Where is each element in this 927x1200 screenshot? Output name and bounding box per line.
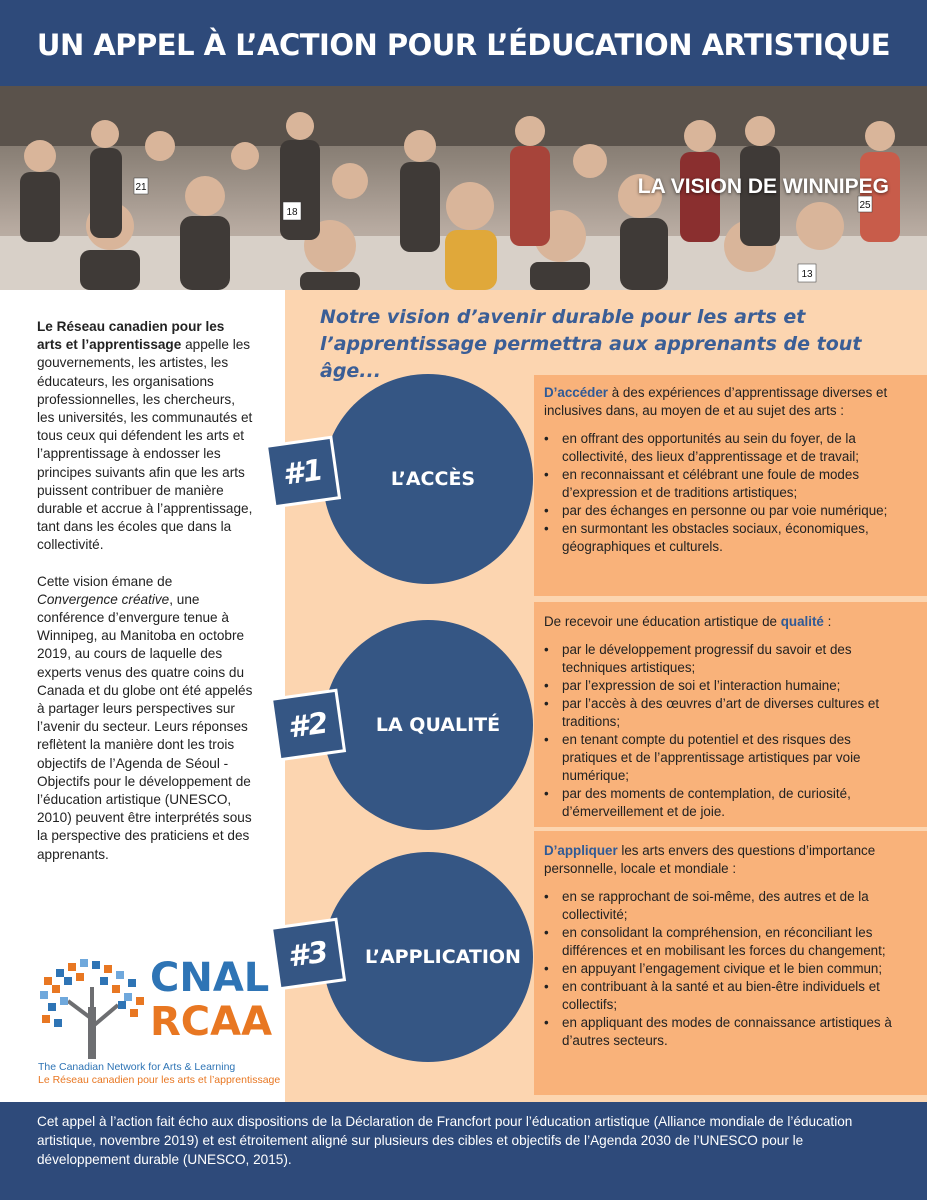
list-item: • par l’accès à des œuvres d’art de diverses cultures et traditions;	[544, 695, 894, 731]
list-item: • par des moments de contemplation, de curiosité, d’émerveillement et de joie.	[544, 785, 894, 821]
org-name: Le Réseau canadien pour les arts et l’apprentissage	[37, 319, 225, 353]
intro-column	[37, 318, 253, 882]
tree-icon	[38, 957, 148, 1061]
photo-caption: LA VISION DE WINNIPEG	[637, 175, 889, 198]
table-number: 21	[135, 182, 147, 193]
logo-french-name: Le Réseau canadien pour les arts et l’apprentissage	[38, 1074, 281, 1086]
pillar-circle-access	[323, 374, 533, 584]
pillar-text-application	[544, 842, 894, 1050]
list-item: • par des échanges en personne ou par voie numérique;	[544, 502, 894, 520]
list-item: • en offrant des opportunités au sein du foyer, de la collectivité, des lieux d’apprentissage et de travail;	[544, 430, 894, 466]
logo-english-name: The Canadian Network for Arts & Learning	[38, 1061, 236, 1073]
list-item: • en contribuant à la santé et au bien-être individuels et collectifs;	[544, 978, 894, 1014]
footer-text: Cet appel à l’action fait écho aux dispositions de la Déclaration de Francfort pour l’éducation artistique (Alliance mondiale de l’éducation artistique, novembre 2019) et est étroitement aligné sur plusieurs des cibles et objectifs de l’Agenda 2030 de l’UNESCO pour le développement durable (UNESCO, 2015).	[37, 1114, 853, 1167]
list-item: • par le développement progressif du savoir et des techniques artistiques;	[544, 641, 894, 677]
page-title: UN APPEL À L’ACTION POUR L’ÉDUCATION ARTISTIQUE	[36, 28, 891, 62]
pillar-number-badge: #2	[273, 692, 342, 758]
logo-cnal: CNAL	[150, 955, 270, 1001]
footer-banner	[0, 1102, 927, 1200]
vision-heading: Notre vision d’avenir durable pour les arts et l’apprentissage permettra aux apprenants de tout âge...	[320, 306, 862, 382]
pillar-text-access	[544, 384, 894, 556]
list-item: • en consolidant la compréhension, en réconciliant les différences et en mobilisant les forces du changement;	[544, 924, 894, 960]
intro-paragraph-1: Le Réseau canadien pour les arts et l’apprentissage appelle les gouvernements, les artistes, les éducateurs, les organisations professionnelles, les chercheurs, les universités, les communautés et tous ceux qui défendent les arts et l’apprentissage à endosser les principes suivants afin que les arts puissent contribuer de manière durable et accrue à l’apprentissage, tant dans les écoles que dans la collectivité.	[37, 319, 253, 553]
pillar-circle-quality	[323, 620, 533, 830]
pillar-lead: D’appliquer les arts envers des questions d’importance personnelle, locale et mondiale :	[544, 843, 876, 876]
list-item: • en tenant compte du potentiel et des risques des pratiques et de l’apprentissage artistiques par voie numérique;	[544, 731, 894, 785]
pillar-number-badge: #1	[268, 439, 337, 505]
pillar-number-badge: #3	[273, 921, 342, 987]
pillar-bullets	[544, 641, 894, 821]
list-item: • en appuyant l’engagement civique et le bien commun;	[544, 960, 894, 978]
list-item: • en appliquant des modes de connaissance artistiques à d’autres secteurs.	[544, 1014, 894, 1050]
table-number: 13	[801, 269, 813, 280]
pillar-bullets	[544, 888, 894, 1050]
list-item: • en surmontant les obstacles sociaux, économiques, géographiques et culturels.	[544, 520, 894, 556]
pillar-circle-application	[323, 852, 533, 1062]
header-banner	[0, 0, 927, 86]
pillar-label: LA QUALITÉ	[375, 714, 501, 736]
pillar-label: L’APPLICATION	[365, 946, 521, 968]
list-item: • par l’expression de soi et l’interaction humaine;	[544, 677, 894, 695]
conference-photo	[0, 86, 927, 290]
pillar-bullets	[544, 430, 894, 556]
list-item: • en se rapprochant de soi-même, des autres et de la collectivité;	[544, 888, 894, 924]
cnal-rcaa-logo	[38, 955, 281, 1090]
pillar-label: L’ACCÈS	[390, 468, 476, 490]
logo-rcaa: RCAA	[150, 999, 273, 1045]
table-number: 18	[286, 207, 298, 218]
intro-paragraph-2: Cette vision émane de Convergence créative, une conférence d’envergure tenue à Winnipeg, au Manitoba en octobre 2019, au cours de laquelle des experts venus des quatre coins du Canada et du globe ont été appelés à partager leurs perspectives sur l’avenir du secteur. Leurs réponses reflètent la manière dont les trois objectifs de l’Agenda de Séoul - Objectifs pour le développement de l’éducation artistique (UNESCO, 2010) peuvent être interprétés sous la perspective des praticiens et des apprenants.	[37, 573, 253, 862]
list-item: • en reconnaissant et célébrant une foule de modes d’expression et de traditions artistiques;	[544, 466, 894, 502]
pillar-text-quality	[544, 613, 894, 821]
pillar-lead: D’accéder à des expériences d’apprentissage diverses et inclusives dans, au moyen de et au sujet des arts :	[544, 385, 888, 418]
pillar-lead: De recevoir une éducation artistique de qualité :	[544, 614, 832, 629]
table-number: 25	[859, 200, 871, 211]
conference-name: Convergence créative	[37, 591, 170, 607]
